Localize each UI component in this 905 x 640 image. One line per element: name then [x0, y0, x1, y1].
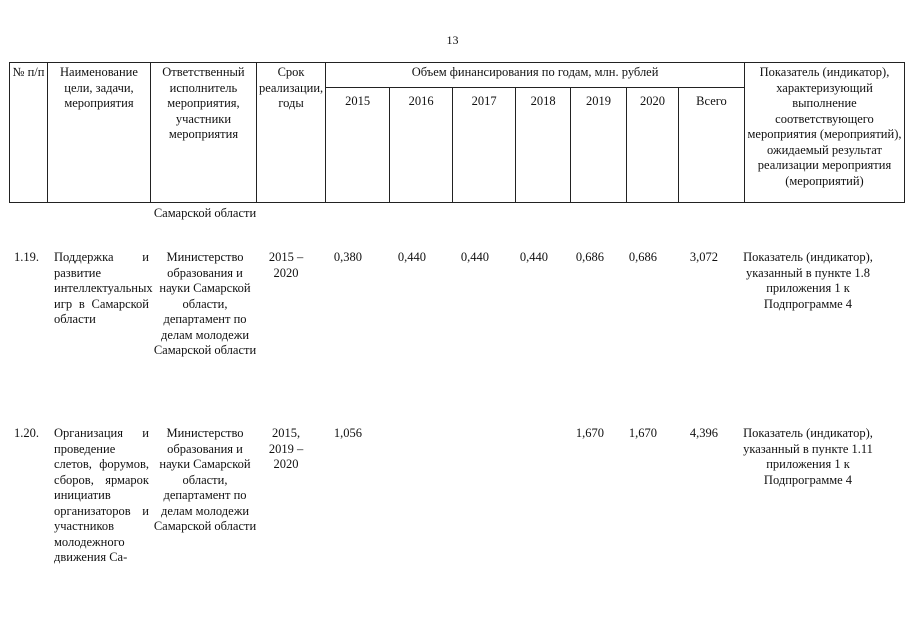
page-number: 13	[446, 33, 459, 47]
row-value-2019: 1,670	[575, 426, 604, 440]
row-indicator: Показатель (индикатор), указанный в пункте 1.8 приложения 1 к Подпрограмме 4	[743, 250, 873, 311]
table-header	[9, 62, 905, 203]
row-number: 1.20.	[14, 426, 39, 440]
row-value-total: 3,072	[689, 250, 718, 264]
header-year-2016: 2016	[390, 87, 453, 202]
row-value-total: 4,396	[689, 426, 718, 440]
row-indicator: Показатель (индикатор), указанный в пункте 1.11 приложения 1 к Подпрограмме 4	[743, 426, 873, 487]
row-name: Поддержка и развитие интеллектуальных игр в Самарской области	[54, 250, 153, 326]
header-indicator: Показатель (индикатор), характеризующий выполнение соответствующего мероприятия (мероприятий), ожидаемый результат реализации мероприятия (мероприятий)	[744, 63, 904, 203]
header-year-2020: 2020	[627, 87, 679, 202]
header-year-2019: 2019	[571, 87, 627, 202]
row-value-2019: 0,686	[575, 250, 604, 264]
header-financing: Объем финансирования по годам, млн. рублей	[326, 63, 745, 88]
row-value-2020: 1,670	[628, 426, 657, 440]
header-year-2018: 2018	[516, 87, 571, 202]
header-term: Срок реализации, годы	[256, 63, 325, 203]
row-value-2016: 0,440	[397, 250, 426, 264]
row-number: 1.19.	[14, 250, 39, 264]
row-value-2020: 0,686	[628, 250, 657, 264]
header-name: Наименование цели, задачи, мероприятия	[47, 63, 150, 203]
header-executor: Ответственный исполнитель мероприятия, участники мероприятия	[150, 63, 256, 203]
row-name: Организация и проведение слетов, форумов, сборов, ярмарок инициатив организаторов и участников молодежного движения Са-	[54, 426, 149, 564]
continuation-text: Самарской области	[153, 206, 257, 220]
row-value-2015: 0,380	[333, 250, 362, 264]
row-value-2018: 0,440	[519, 250, 548, 264]
row-executor: Министерство образования и науки Самарской области, департамент по делам молодежи Самарской области	[153, 426, 257, 533]
row-value-2017: 0,440	[460, 250, 489, 264]
header-num: № п/п	[10, 63, 48, 203]
header-year-2015: 2015	[326, 87, 390, 202]
header-year-2017: 2017	[453, 87, 516, 202]
row-term: 2015 – 2020	[268, 250, 304, 280]
row-value-2015: 1,056	[333, 426, 362, 440]
header-total: Всего	[679, 87, 745, 202]
row-term: 2015, 2019 – 2020	[268, 426, 304, 471]
row-executor: Министерство образования и науки Самарской области, департамент по делам молодежи Самарской области	[153, 250, 257, 357]
